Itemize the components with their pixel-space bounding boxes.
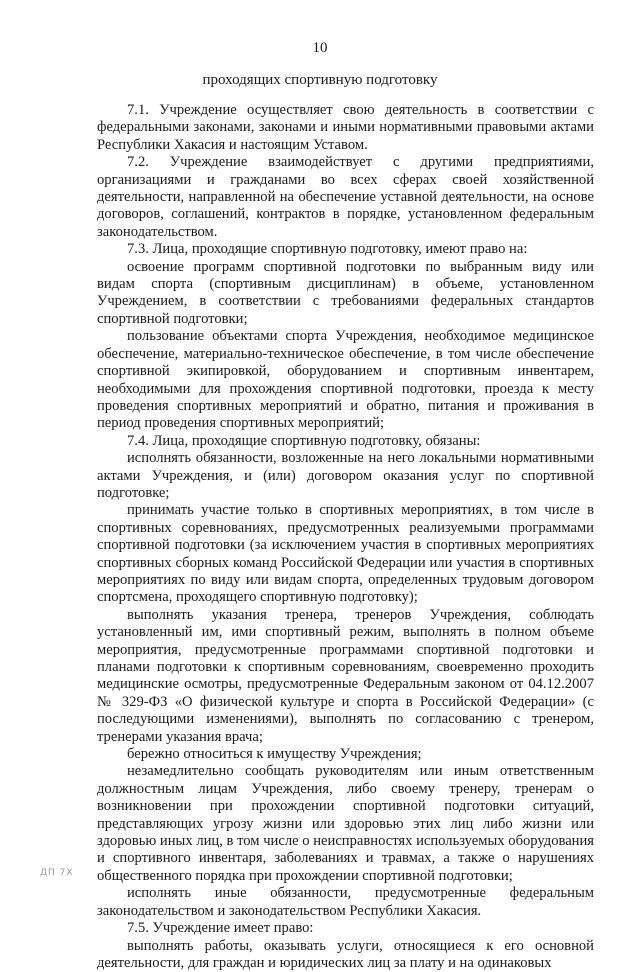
paragraph-duty-5: незамедлительно сообщать руководителям или иным ответственным должностным лицам Учреждения, либо своему тренеру, тренерам о возникновении при прохождении спортивной подготовки ситуаций, представляющих угрозу жизни или здоровью этих лиц либо жизни или здоровью иных лиц, в том числе о неисправностях используемых оборудования и спортивного инвентаря, заболеваниях и травмах, а также о нарушениях общественного порядка при прохождении спортивной подготовки; (97, 763, 594, 885)
paragraph-duty-2: принимать участие только в спортивных мероприятиях, в том числе в спортивных соревнованиях, предусмотренных реализуемыми программами спортивной подготовки (за исключением участия в спортивных мероприятиях спортивных сборных команд Российской Федерации или участия в спортивных мероприятиях по виду или видам спорта, определенных трудовым договором спортсмена, проходящего спортивную подготовку); (97, 502, 594, 606)
body-text (97, 102, 594, 972)
paragraph-duty-1: исполнять обязанности, возложенные на него локальными нормативными актами Учреждения, и (или) договором оказания услуг по спортивной подготовке; (97, 450, 594, 502)
paragraph-duty-3: выполнять указания тренера, тренеров Учреждения, соблюдать установленный им, ими спортивный режим, выполнять в полном объеме мероприятия, предусмотренные программами спортивной подготовки и планами подготовки к спортивным соревнованиям, своевременно проходить медицинские осмотры, предусмотренные Федеральным законом от 04.12.2007 № 329-ФЗ «О физической культуре и спорта в Российской Федерации» (с последующими изменениями), выполнять по согласованию с тренером, тренерами указания врача; (97, 607, 594, 746)
paragraph-right-1: освоение программ спортивной подготовки по выбранным виду или видам спорта (спортивным дисциплинам) в объеме, установленном Учреждением, в соответствии с требованиями федеральных стандартов спортивной подготовки; (97, 259, 594, 329)
paragraph-duty-4: бережно относиться к имуществу Учреждения; (97, 746, 594, 763)
paragraph-7-4: 7.4. Лица, проходящие спортивную подготовку, обязаны: (97, 433, 594, 450)
paragraph-right-2: пользование объектами спорта Учреждения, необходимое медицинское обеспечение, материально-техническое обеспечение, в том числе обеспечение спортивной экипировкой, оборудованием и спортивным инвентарем, необходимыми для прохождения спортивной подготовки, проезда к месту проведения спортивных мероприятий и обратно, питания и проживания в период проведения спортивных мероприятий; (97, 328, 594, 432)
paragraph-7-1: 7.1. Учреждение осуществляет свою деятельность в соответствии с федеральными законами, законами и иными нормативными правовыми актами Республики Хакасия и настоящим Уставом. (97, 102, 594, 154)
footer-mark: ДП 7Х (40, 868, 74, 878)
paragraph-7-3: 7.3. Лица, проходящие спортивную подготовку, имеют право на: (97, 241, 594, 258)
paragraph-duty-6: исполнять иные обязанности, предусмотренные федеральным законодательством и законодательством Республики Хакасия. (97, 885, 594, 920)
paragraph-entitlement-1: выполнять работы, оказывать услуги, относящиеся к его основной деятельности, для граждан и юридических лиц за плату и на одинаковых (97, 938, 594, 972)
section-heading: проходящих спортивную подготовку (0, 72, 640, 89)
paragraph-7-2: 7.2. Учреждение взаимодействует с другими предприятиями, организациями и гражданами во всех сферах своей хозяйственной деятельности, направленной на обеспечение уставной деятельности, на основе договоров, соглашений, контрактов в порядке, установленном федеральным законодательством. (97, 154, 594, 241)
page-number: 10 (0, 40, 640, 57)
paragraph-7-5: 7.5. Учреждение имеет право: (97, 920, 594, 937)
